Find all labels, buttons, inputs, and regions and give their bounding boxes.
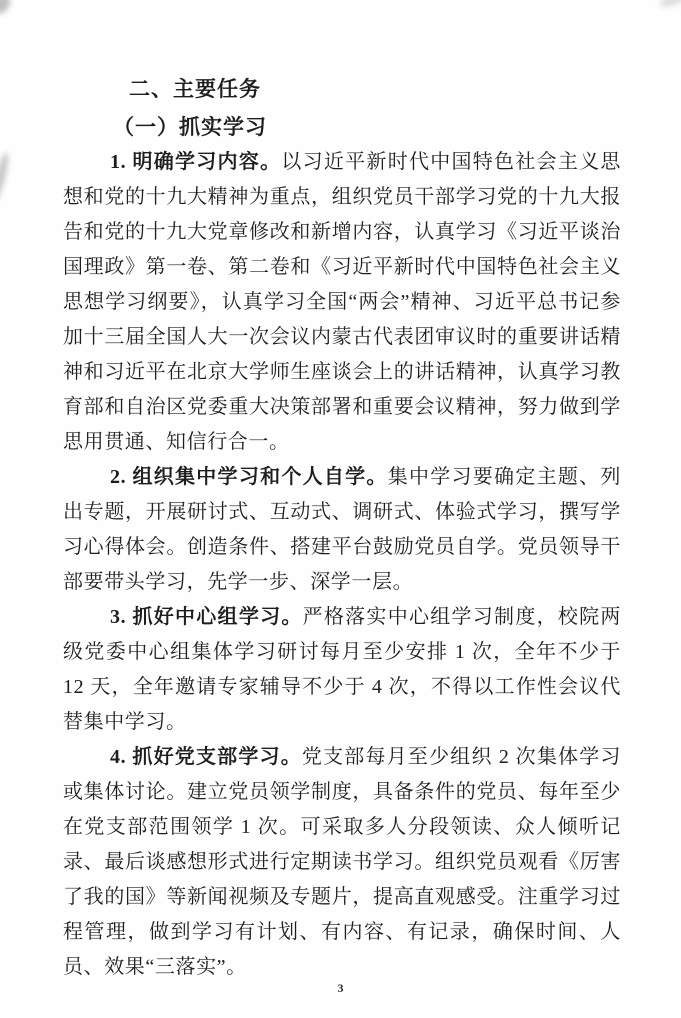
paragraph-learning-content: [63, 145, 621, 460]
paragraph-1-text: 以习近平新时代中国特色社会主义思想和党的十九大精神为重点，组织党员干部学习党的十九大报告和党的十九大党章修改和新增内容，认真学习《习近平谈治国理政》第一卷、第二卷和《习近平新时代中国特色社会主义思想学习纲要》，认真学习全国“两会”精神、习近平总书记参加十三届全国人大一次会议内蒙古代表团审议时的重要讲话精神和习近平在北京大学师生座谈会上的讲话精神，认真学习教育部和自治区党委重大决策部署和重要会议精神，努力做到学思用贯通、知信行合一。: [63, 151, 621, 453]
subsection-heading: （一）抓实学习: [113, 115, 267, 139]
paragraph-4-lead: 4. 抓好党支部学习。: [110, 746, 302, 768]
paragraph-collective-self-study: [63, 460, 621, 600]
scan-smudge-top-right: [658, 0, 681, 9]
document-body: [63, 72, 621, 985]
paragraph-2-text: 集中学习要确定主题、列出专题，开展研讨式、互动式、调研式、体验式学习，撰写学习心得体会。创造条件、搭建平台鼓励党员自学。党员领导干部要带头学习，先学一步、深学一层。: [63, 466, 621, 593]
paragraph-party-branch-study: [63, 740, 621, 985]
paragraph-central-group-study: [63, 600, 621, 740]
paragraph-1-lead: 1. 明确学习内容。: [110, 151, 282, 173]
scan-smudge-top-left: [0, 0, 13, 16]
paragraph-3-lead: 3. 抓好中心组学习。: [110, 606, 303, 628]
scan-smudge-left-edge: [0, 152, 11, 203]
paragraph-2-lead: 2. 组织集中学习和个人自学。: [110, 466, 388, 488]
paragraph-3-text: 严格落实中心组学习制度，校院两级党委中心组集体学习研讨每月至少安排 1 次，全年不少于 12 天，全年邀请专家辅导不少于 4 次，不得以工作性会议代替集中学习。: [63, 606, 621, 733]
page-number: 3: [337, 981, 344, 995]
paragraph-4-text: 党支部每月至少组织 2 次集体学习或集体讨论。建立党员领学制度，具备条件的党员、每年至少在党支部范围领学 1 次。可采取多人分段领读、众人倾听记录、最后谈感想形式进行定期读书学习。组织党员观看《厉害了我的国》等新闻视频及专题片，提高直观感受。注重学习过程管理，做到学习有计划、有内容、有记录，确保时间、人员、效果“三落实”。: [63, 746, 621, 978]
section-heading: 二、主要任务: [129, 77, 261, 101]
